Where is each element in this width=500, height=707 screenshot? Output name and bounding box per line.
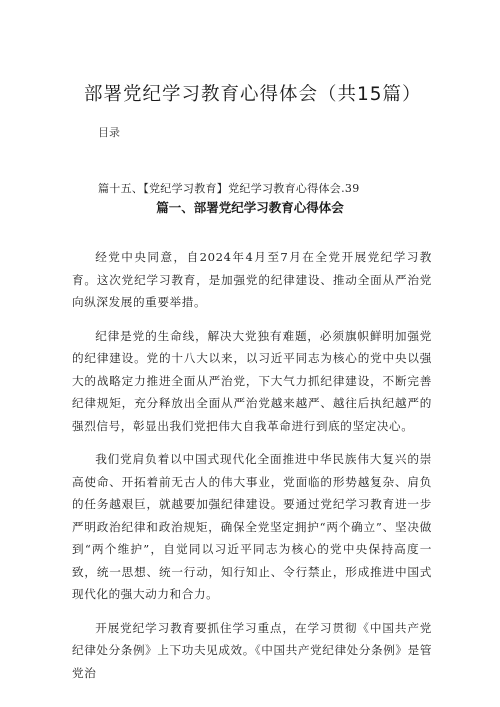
body-paragraph: 我们党肩负着以中国式现代化全面推进中华民族伟大复兴的崇高使命、开拓着前无古人的伟大事业，党面临的形势越复杂、肩负的任务越艰巨，就越要加强纪律建设。要通过党纪学习教育进一步严明政治纪律和政治规矩，确保全党坚定拥护“两个确立”、坚决做到“两个维护”，自觉同以习近平同志为核心的党中央保持高度一致，统一思想、统一行动，知行知止、令行禁止，形成推进中国式现代化的强大动力和合力。 — [72, 452, 432, 601]
body-paragraph: 开展党纪学习教育要抓住学习重点，在学习贯彻《中国共产党纪律处分条例》上下功夫见成效。《中国共产党纪律处分条例》是管党治 — [72, 620, 433, 680]
section-heading: 篇一、部署党纪学习教育心得体会 — [156, 200, 344, 215]
body-text — [72, 246, 432, 695]
toc-entry: 篇十五、【党纪学习教育】党纪学习教育心得体会.39 — [98, 182, 360, 195]
document-title: 部署党纪学习教育心得体会（共15篇） — [84, 84, 422, 105]
body-paragraph: 纪律是党的生命线，解决大党独有难题，必须旗帜鲜明加强党的纪律建设。党的十八大以来，以习近平同志为核心的党中央以强大的战略定力推进全面从严治党，下大气力抓纪律建设，不断完善纪律规矩，充分释放出全面从严治党越来越严、越往后执纪越严的强烈信号，彰显出我们党把伟大自我革命进行到底的坚定决心。 — [72, 328, 432, 433]
body-paragraph: 经党中央同意，自2024年4月至7月在全党开展党纪学习教育。这次党纪学习教育，是加强党的纪律建设、推动全面从严治党向纵深发展的重要举措。 — [72, 250, 432, 309]
toc-label: 目录 — [98, 126, 120, 139]
